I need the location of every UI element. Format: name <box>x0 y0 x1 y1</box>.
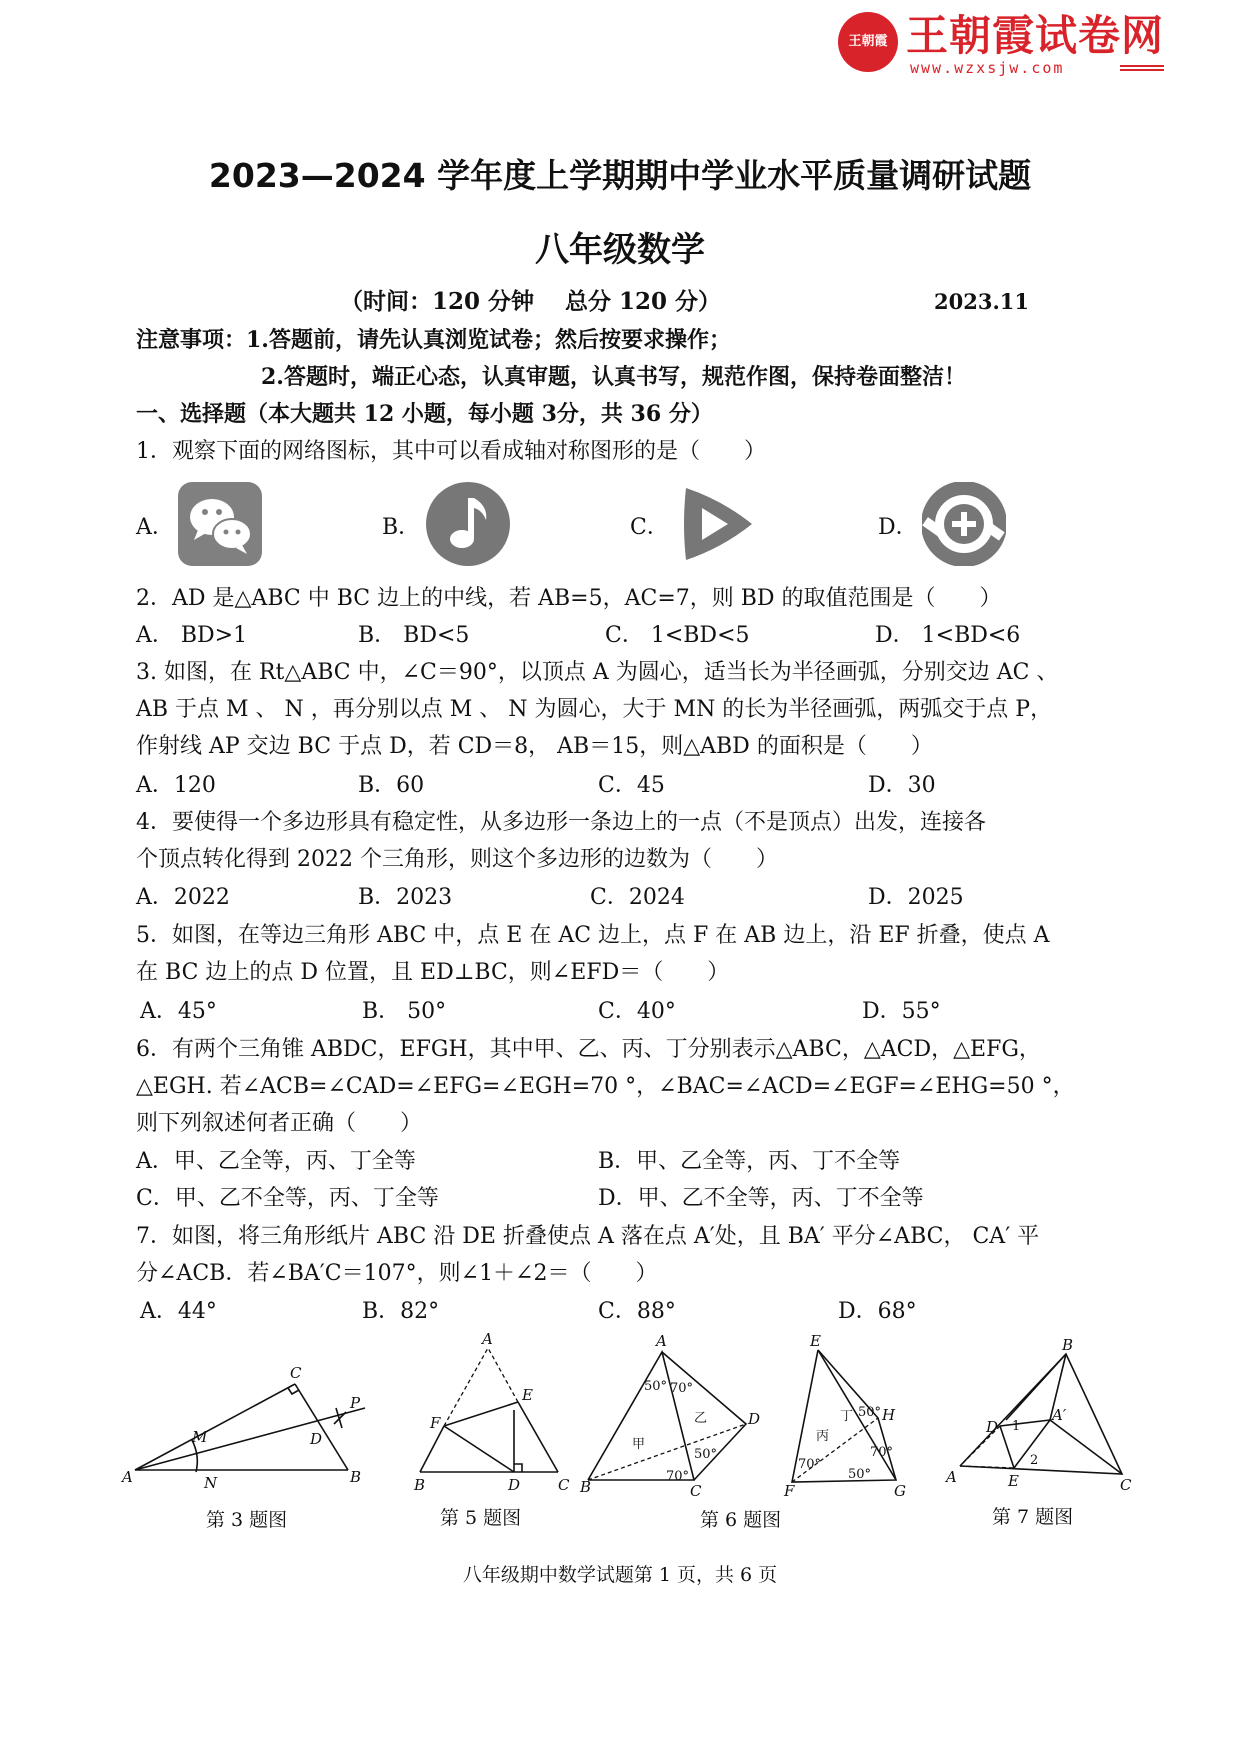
fig6-region-jia: 甲 <box>632 1437 646 1452</box>
q5-option-d: D．55° <box>862 999 941 1024</box>
question-6-line-3: 则下列叙述何者正确（ ） <box>136 1111 423 1136</box>
question-1-text: 1．观察下面的网络图标，其中可以看成轴对称图形的是（ ） <box>136 439 766 464</box>
fig7-label-2: 2 <box>1030 1453 1039 1468</box>
q1-option-d: D． <box>878 515 918 540</box>
q4-option-d: D．2025 <box>868 885 964 910</box>
fig6-label-a: A <box>656 1332 667 1350</box>
q1-option-b: B． <box>382 515 421 540</box>
fig6-label-c: C <box>690 1482 702 1500</box>
logo-decoration <box>1120 65 1164 71</box>
fig5-label-e: E <box>522 1386 533 1404</box>
fig6-angle-5: 50° <box>858 1405 882 1420</box>
refresh-plus-icon <box>922 482 1006 566</box>
fig7-label-c: C <box>1120 1476 1132 1494</box>
figure-6-caption: 第 6 题图 <box>700 1509 782 1531</box>
q1-option-a: A． <box>136 515 174 540</box>
q5-option-a: A．45° <box>140 999 217 1024</box>
question-5-line-2: 在 BC 边上的点 D 位置，且 ED⊥BC，则∠EFD＝（ ） <box>136 960 730 985</box>
fig7-label-a-prime: A′ <box>1052 1406 1067 1424</box>
fig5-label-a: A <box>482 1330 493 1348</box>
q3-option-b: B．60 <box>358 773 425 798</box>
fig3-label-a: A <box>122 1468 133 1486</box>
q7-option-c: C．88° <box>598 1299 676 1324</box>
fig6-region-ding: 丁 <box>840 1409 854 1424</box>
question-4-line-1: 4．要使得一个多边形具有稳定性，从多边形一条边上的一点（不是顶点）出发，连接各 <box>136 810 986 835</box>
question-7-line-1: 7．如图，将三角形纸片 ABC 沿 DE 折叠使点 A 落在点 A′处，且 BA′ 平分∠ABC， CA′ 平 <box>136 1224 1040 1249</box>
section-heading: 一、选择题（本大题共 12 小题，每小题 3分，共 36 分） <box>136 401 713 427</box>
question-3-line-2: AB 于点 M 、 N ，再分别以点 M 、 N 为圆心，大于 MN 的长为半径画弧，两弧交于点 P， <box>136 697 1053 722</box>
fig6-angle-8: 50° <box>848 1467 872 1482</box>
fig6-angle-4: 50° <box>694 1447 718 1462</box>
fig6-angle-1: 50° <box>644 1379 668 1394</box>
fig6-label-g: G <box>894 1482 906 1500</box>
q2-option-c: C． 1<BD<5 <box>605 623 750 648</box>
question-3-line-3: 作射线 AP 交边 BC 于点 D，若 CD＝8， AB＝15，则△ABD 的面积是（ ） <box>136 734 933 759</box>
q7-option-a: A．44° <box>140 1299 217 1324</box>
fig6-label-f: F <box>784 1482 795 1500</box>
q6-option-a: A．甲、乙全等，丙、丁全等 <box>136 1149 416 1174</box>
q6-option-d: D．甲、乙不全等，丙、丁不全等 <box>598 1186 924 1211</box>
fig6-angle-2: 70° <box>670 1381 694 1396</box>
question-6-line-1: 6．有两个三角锥 ABDC，EFGH，其中甲、乙、丙、丁分别表示△ABC，△ACD，△EFG， <box>136 1037 1041 1062</box>
fig7-label-1: 1 <box>1012 1419 1021 1434</box>
fig6-angle-7: 70° <box>798 1457 822 1472</box>
q4-option-a: A．2022 <box>136 885 230 910</box>
fig5-label-c: C <box>558 1476 570 1494</box>
logo-url: www.wzxsjw.com <box>910 59 1065 77</box>
music-note-icon <box>426 482 510 566</box>
q4-option-c: C．2024 <box>590 885 685 910</box>
page-footer: 八年级期中数学试题第 1 页，共 6 页 <box>462 1564 778 1586</box>
fig3-label-p: P <box>350 1394 361 1412</box>
fig6-angle-3: 70° <box>666 1469 690 1484</box>
fig6-angle-6: 70° <box>870 1445 894 1460</box>
exam-title: 2023—2024 学年度上学期期中学业水平质量调研试题 <box>208 156 1032 195</box>
q6-option-c: C．甲、乙不全等，丙、丁全等 <box>136 1186 439 1211</box>
exam-date: 2023.11 <box>934 289 1029 314</box>
fig5-label-b: B <box>414 1476 426 1494</box>
site-logo <box>838 11 1168 77</box>
fig7-label-d: D <box>986 1418 999 1436</box>
question-7-line-2: 分∠ACB．若∠BA′C＝107°，则∠1＋∠2＝（ ） <box>136 1261 658 1286</box>
fig3-label-n: N <box>204 1474 218 1492</box>
figure-7 <box>946 1336 1132 1500</box>
question-4-line-2: 个顶点转化得到 2022 个三角形，则这个多边形的边数为（ ） <box>136 847 778 872</box>
q1-option-c: C． <box>630 515 669 540</box>
fig5-label-f: F <box>430 1414 441 1432</box>
fig6-label-d: D <box>748 1410 761 1428</box>
fig7-label-e: E <box>1008 1472 1019 1490</box>
figure-3-caption: 第 3 题图 <box>206 1509 288 1531</box>
q6-option-b: B．甲、乙全等，丙、丁不全等 <box>598 1149 901 1174</box>
question-2-text: 2．AD 是△ABC 中 BC 边上的中线，若 AB=5，AC=7，则 BD 的取值范围是（ ） <box>136 586 1002 611</box>
logo-name: 王朝霞试卷网 <box>906 11 1165 60</box>
q2-option-a: A． BD>1 <box>136 623 248 648</box>
fig3-label-m: M <box>192 1428 208 1446</box>
figure-7-caption: 第 7 题图 <box>992 1506 1074 1528</box>
fig3-label-d: D <box>310 1430 323 1448</box>
fig6-label-h: H <box>882 1406 896 1424</box>
exam-time-score: （时间：120 分钟 总分 120 分） <box>340 288 722 315</box>
q5-option-b: B． 50° <box>362 999 447 1024</box>
fig7-label-a: A <box>946 1468 957 1486</box>
fig7-label-b: B <box>1062 1336 1074 1354</box>
fig6-region-bing: 丙 <box>816 1429 830 1444</box>
fig3-label-c: C <box>290 1364 302 1382</box>
q3-option-a: A．120 <box>136 773 216 798</box>
question-3-line-1: 3. 如图，在 Rt△ABC 中，∠C＝90°，以顶点 A 为圆心，适当长为半径画弧，分别交边 AC 、 <box>136 660 1059 685</box>
play-icon <box>672 482 756 566</box>
note-2: 2.答题时，端正心态，认真审题，认真书写，规范作图，保持卷面整洁！ <box>261 364 966 390</box>
note-1: 注意事项：1.答题前，请先认真浏览试卷；然后按要求操作； <box>136 327 731 353</box>
q2-option-b: B． BD<5 <box>358 623 470 648</box>
q7-option-b: B．82° <box>362 1299 440 1324</box>
fig6-label-b: B <box>580 1478 592 1496</box>
fig5-label-d: D <box>508 1476 521 1494</box>
q3-option-d: D．30 <box>868 773 936 798</box>
q7-option-d: D．68° <box>838 1299 917 1324</box>
logo-badge: 王朝霞 <box>838 12 898 72</box>
fig3-label-b: B <box>350 1468 362 1486</box>
fig6-label-e: E <box>810 1332 821 1350</box>
chat-bubbles-icon <box>178 482 262 566</box>
q2-option-d: D． 1<BD<6 <box>875 623 1021 648</box>
q4-option-b: B．2023 <box>358 885 453 910</box>
q3-option-c: C．45 <box>598 773 665 798</box>
question-5-line-1: 5．如图，在等边三角形 ABC 中，点 E 在 AC 边上，点 F 在 AB 边上，沿 EF 折叠，使点 A <box>136 923 1050 948</box>
fig6-region-yi: 乙 <box>694 1411 708 1426</box>
figure-6 <box>578 1332 950 1502</box>
question-6-line-2: △EGH. 若∠ACB=∠CAD=∠EFG=∠EGH=70 °，∠BAC=∠ACD=∠EGF=∠EHG=50 °， <box>136 1074 1075 1099</box>
exam-subject: 八年级数学 <box>535 230 705 270</box>
q5-option-c: C．40° <box>598 999 676 1024</box>
figure-3 <box>120 1348 400 1498</box>
figure-5 <box>410 1332 570 1502</box>
figure-5-caption: 第 5 题图 <box>440 1507 522 1529</box>
